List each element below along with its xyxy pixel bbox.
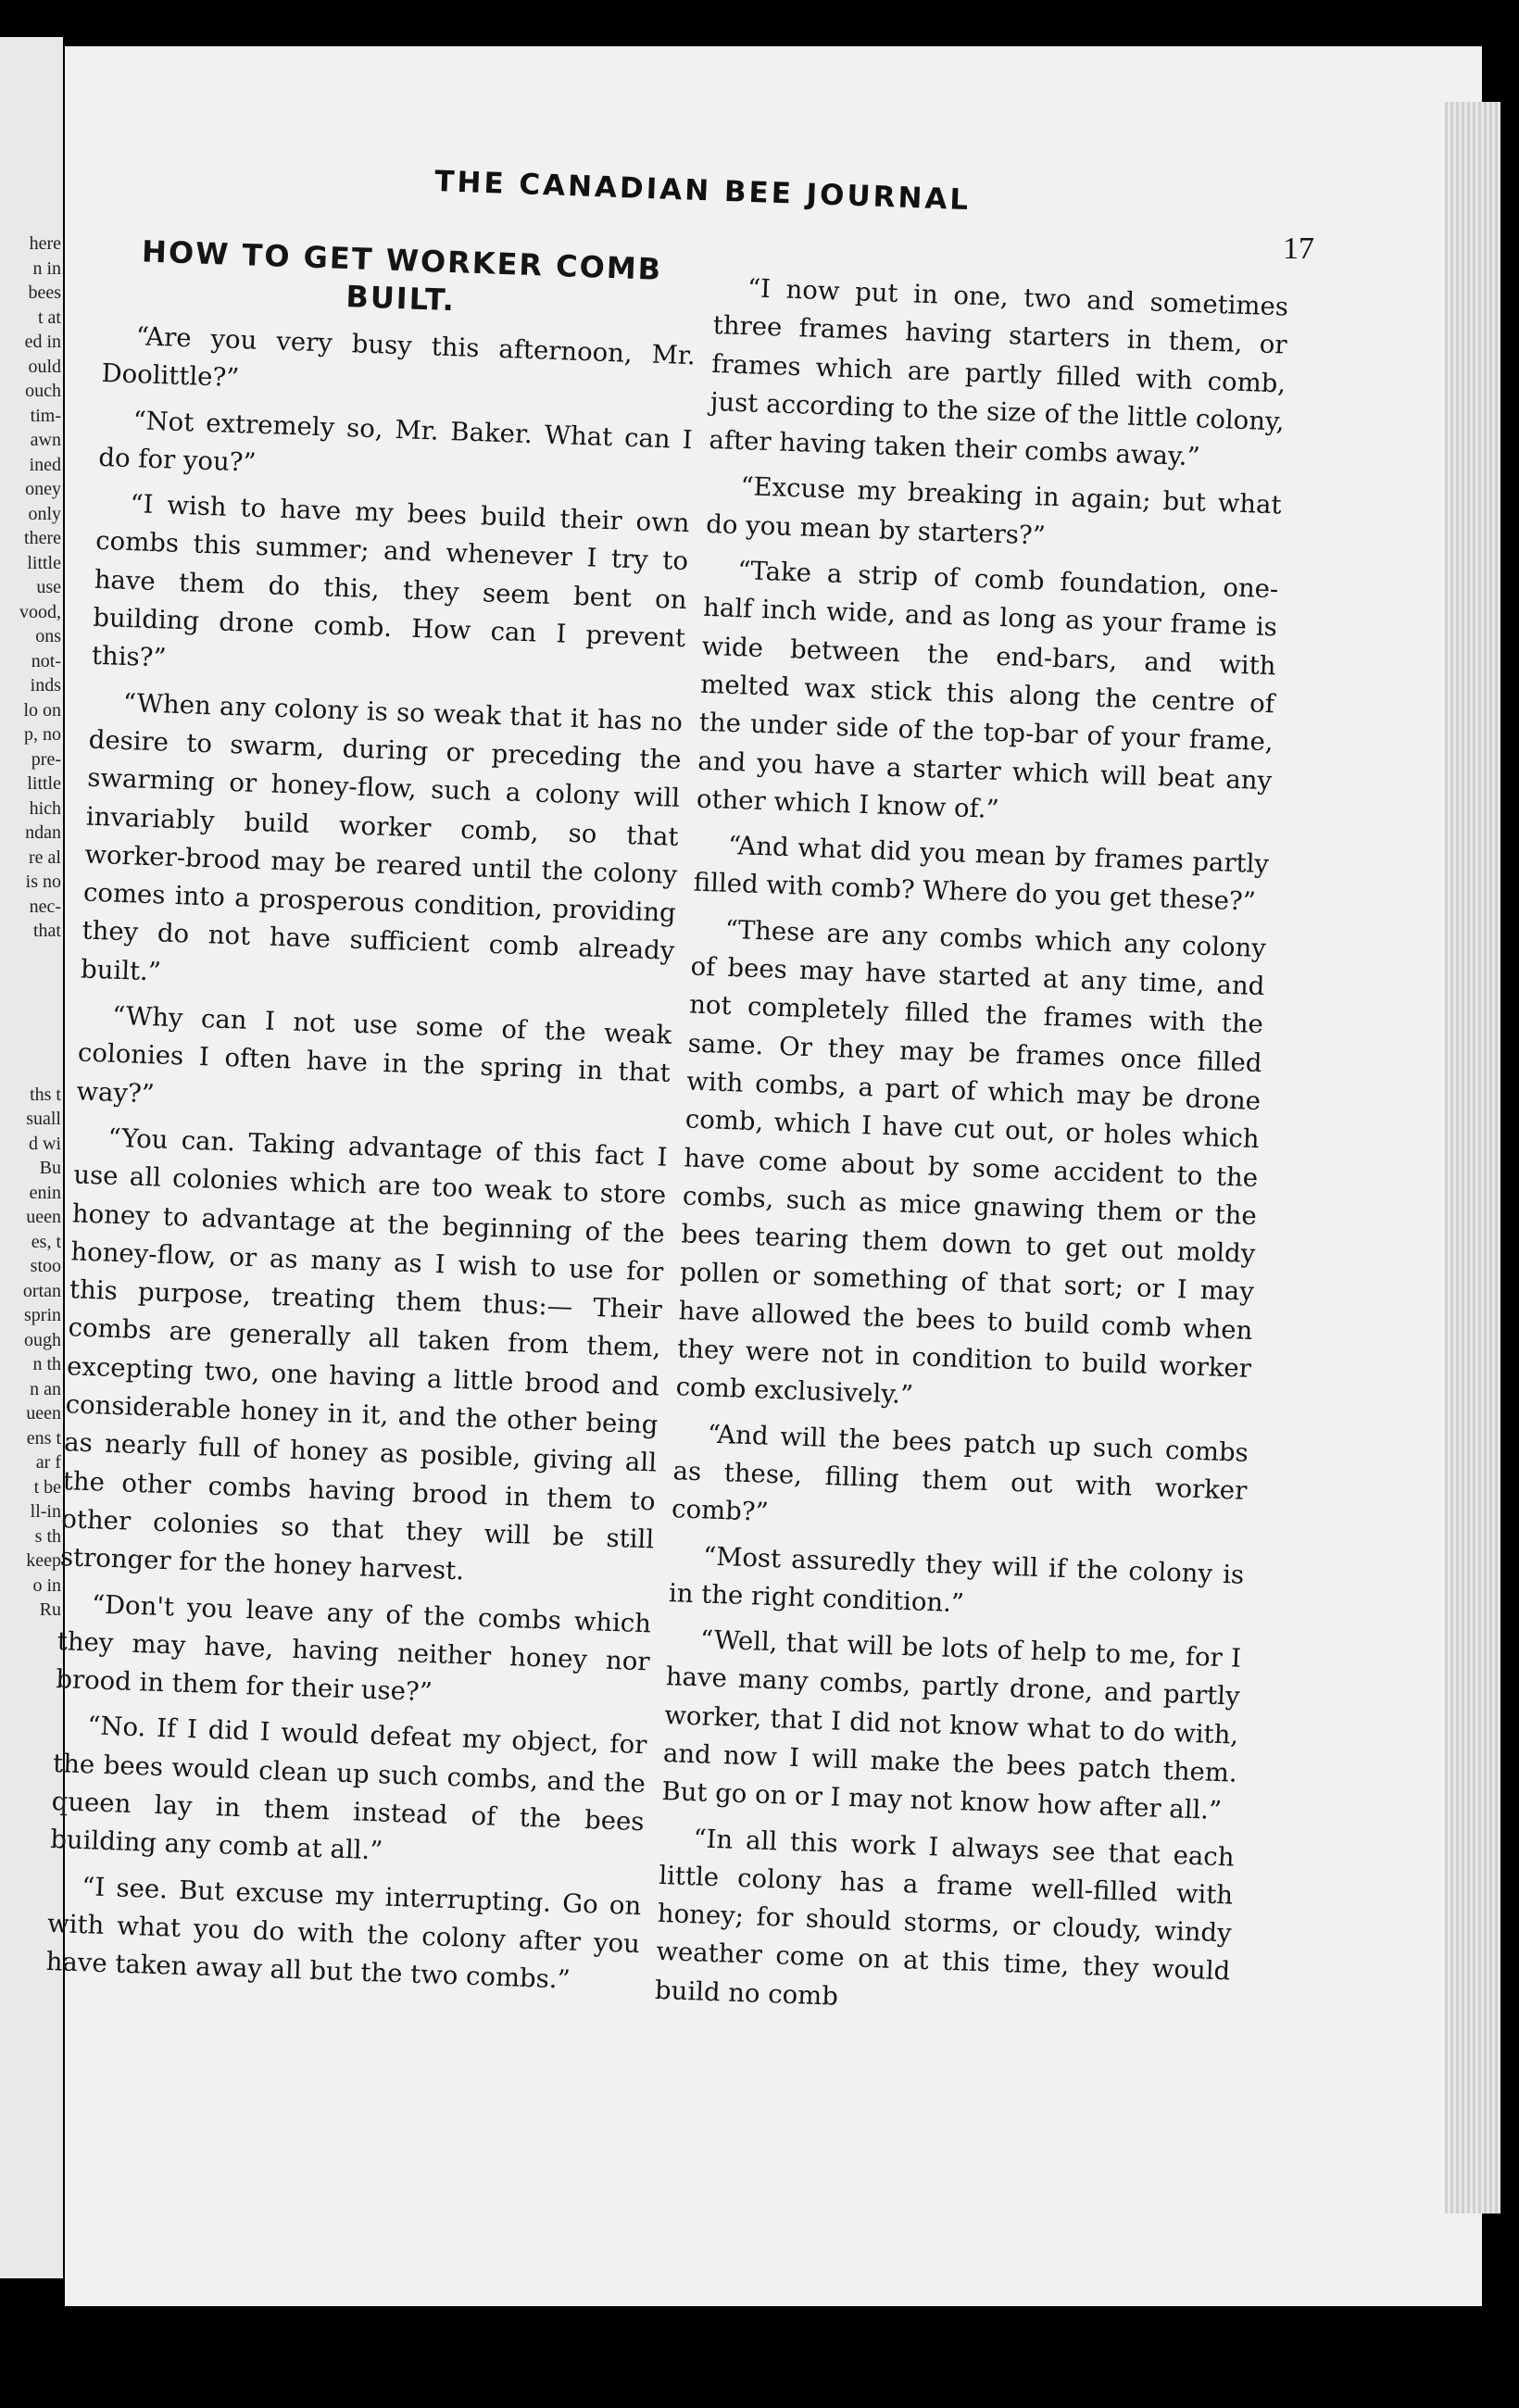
left-page-fragment: vood, <box>19 601 61 622</box>
left-page-fragment: is no <box>25 872 61 892</box>
left-page-fragment: ueen <box>26 1207 61 1227</box>
left-page-fragment: sprin <box>24 1305 61 1325</box>
left-page-fragment: pre- <box>31 748 61 770</box>
paragraph: “You can. Taking advantage of this fact I use all colonies which are too weak to store honey to advantage at the beginning of the honey-flow, or as many as I wish to use for this purpose, treating them thus:— Their combs are generally all taken from them, excepting two, one having a little brood and considerable honey in it, and the other being as nearly full of honey as posible, giving all the other combs having brood in them to other colonies so that they will be still stronger for the honey harvest. <box>59 1122 669 1587</box>
left-page-fragment: inds <box>30 675 61 696</box>
left-page-fragment: n an <box>30 1378 61 1399</box>
left-page-fragment: ons <box>35 626 61 646</box>
paragraph: “I see. But excuse my interrupting. Go on with what you do with the colony after you have taken away all but the two combs.” <box>45 1871 642 1995</box>
left-page-fragment: ens t <box>26 1427 61 1449</box>
left-page-fragment: ll-in <box>30 1501 61 1522</box>
paragraph: “No. If I did I would defeat my object, for the bees would clean up such combs, and the queen lay in them instead of the bees building any comb at all.” <box>49 1711 647 1866</box>
left-page-fragment: little <box>27 773 61 794</box>
left-page-fragment: ar f <box>35 1452 61 1473</box>
left-page-fragment: lo on <box>23 699 61 721</box>
left-page-fragment: bees <box>28 282 61 303</box>
left-page-fragment: s th <box>34 1525 61 1547</box>
running-head: THE CANADIAN BEE JOURNAL <box>433 165 972 218</box>
left-page-fragment: ined <box>29 454 61 475</box>
paragraph: “Take a strip of comb foundation, one-half inch wide, and as long as your frame is wide between the end-bars, and with melted wax stick this along the centre of the under side of the top-bar of your frame, and you have a starter which will beat any other which I know of.” <box>696 556 1279 824</box>
left-page-fragment: ueen <box>26 1403 61 1423</box>
paragraph: “Not extremely so, Mr. Baker. What can I do for you?” <box>97 405 694 478</box>
left-page-fragment: n th <box>32 1354 61 1374</box>
paragraph: “Don't you leave any of the combs which they may have, having neither honey nor brood in them for their use?” <box>55 1588 652 1708</box>
left-column <box>45 232 699 2010</box>
left-page-fragment: ndan <box>25 822 61 843</box>
left-page-fragment: here <box>29 233 61 254</box>
left-page-fragment: d wi <box>29 1133 61 1154</box>
paragraph: “Excuse my breaking in again; but what do you mean by starters?” <box>705 471 1282 551</box>
paragraph: “And what did you mean by frames partly filled with comb? Where do you get these?” <box>693 831 1270 918</box>
left-page-fragment: there <box>24 528 61 548</box>
left-page-fragment: awn <box>30 430 61 450</box>
left-page-fragment: tim- <box>30 405 61 426</box>
left-page-fragments <box>0 232 61 1623</box>
left-page-fragment: Bu <box>39 1158 61 1178</box>
left-page-fragment: suall <box>26 1109 61 1129</box>
left-page-fragment: n in <box>32 257 61 279</box>
left-page-fragment: ortan <box>22 1280 61 1301</box>
left-page-fragment: not- <box>31 650 61 671</box>
left-page-fragment: enin <box>29 1182 61 1203</box>
left-page-fragment: t at <box>38 307 61 328</box>
paragraph: “And will the bees patch up such combs as these, filling them out with worker comb?” <box>671 1419 1249 1528</box>
left-page-fragment: ths t <box>30 1084 61 1105</box>
paragraph: “When any colony is so weak that it has no desire to swarm, during or preceding the swarming or honey-flow, such a colony will invariably build worker comb, so that worker-brood may be reared until the colony comes into a prosperous condition, providing they do not have sufficient comb already built.” <box>80 687 684 987</box>
left-page-fragment: t be <box>33 1476 61 1498</box>
left-page-fragment: use <box>36 577 61 597</box>
paragraph: “I now put in one, two and sometimes three frames having starters in them, or frames which are partly filled with comb, just according to the size of the little colony, after having taken their combs away.” <box>708 273 1289 472</box>
paragraph: “I wish to have my bees build their own combs this summer; and whenever I try to have them do this, they seem bent on building drone comb. How can I prevent this?” <box>91 489 690 673</box>
paragraph: “Are you very busy this afternoon, Mr. Doolittle?” <box>101 321 697 394</box>
page-stack-edge <box>1445 102 1500 2214</box>
left-page-fragment: ould <box>28 356 61 377</box>
fragment-gap <box>0 944 61 1083</box>
paragraph: “Why can I not use some of the weak colonies I often have in the spring in that way?” <box>76 1000 672 1110</box>
left-page-fragment: oney <box>25 479 61 499</box>
left-page-fragment: little <box>27 552 61 573</box>
paragraph: “In all this work I always see that each little colony has a frame well-filled with honey; for should storms, or cloudy, windy weather come on at this time, they would build no comb <box>654 1823 1236 2012</box>
left-page-fragment: ouch <box>25 381 61 401</box>
page-number: 17 <box>1283 232 1314 266</box>
paragraph: “These are any combs which any colony of bees may have started at any time, and not completely filled the frames with the same. Or they may be frames once filled with combs, a part of which may be drone comb, which I have cut out, or holes which have come about by some accident to the combs, such as mice gnawing them or the bees tearing them down to get out moldy pollen or something of that sort; or I may have allowed the bees to build comb when they were not in condition to build worker comb exclusively.” <box>675 914 1267 1411</box>
left-page-fragment: stoo <box>30 1256 61 1276</box>
left-page-fragment: Ru <box>39 1599 61 1620</box>
left-page-fragment: ed in <box>24 332 61 352</box>
left-page-fragment: that <box>33 921 61 941</box>
article-title: HOW TO GET WORKER COMB BUILT. <box>141 233 663 319</box>
left-page-fragment: re al <box>29 847 61 868</box>
left-page-fragment: nec- <box>29 896 61 917</box>
paragraph: “Well, that will be lots of help to me, for I have many combs, partly drone, and partly worker, that I did not know what to do with, and now I will make the bees patch them. But go on or I may not know how after all.” <box>661 1624 1242 1826</box>
left-page-fragment: only <box>28 503 61 524</box>
right-column <box>654 269 1289 2038</box>
left-page-fragment: keep <box>26 1550 61 1571</box>
left-page-fragment: o in <box>32 1574 61 1596</box>
left-page-fragment: p, no <box>24 724 61 745</box>
left-page-fragment: hich <box>29 797 61 819</box>
left-page-fragment: ough <box>24 1329 61 1350</box>
paragraph: “Most assuredly they will if the colony is in the right condition.” <box>668 1540 1245 1619</box>
left-page-fragment: es, t <box>31 1231 61 1252</box>
